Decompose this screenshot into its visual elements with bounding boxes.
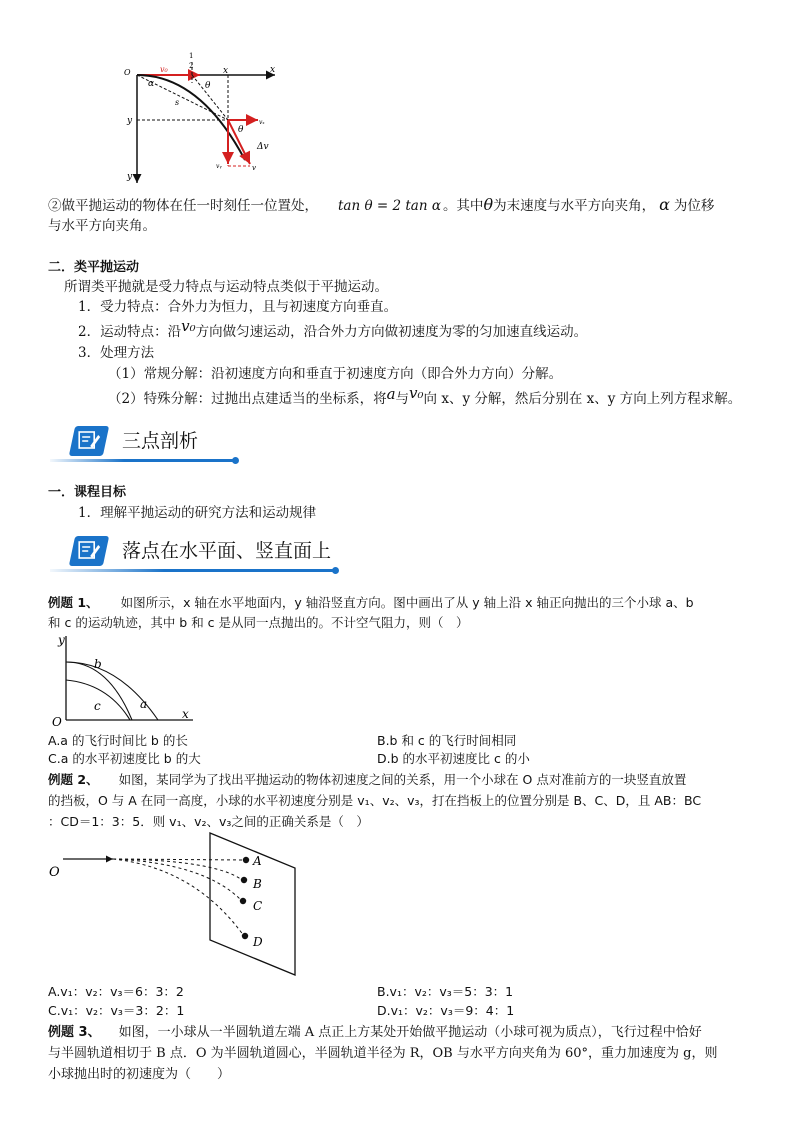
notebook-pencil-icon [69, 536, 109, 566]
example-3-question-2: 与半圆轨道相切于 B 点．O 为半圆轨道圆心，半圆轨道半径为 R，OB 与水平方向夹角为 60°，重力加速度为 g，则 [48, 1046, 718, 1061]
svg-text:s: s [175, 98, 180, 107]
notebook-pencil-icon [69, 426, 109, 456]
banner-title: 三点剖析 [122, 430, 199, 452]
example-2-question-2: 的挡板，O 与 A 在同一高度，小球的水平初速度分别是 v₁、v₂、v₃，打在挡板上的位置分别是 B、C、D，且 AB：BC [48, 793, 702, 808]
svg-text:vᵧ: vᵧ [216, 163, 222, 170]
svg-text:1: 1 [189, 52, 194, 60]
svg-text:α: α [148, 79, 155, 89]
svg-text:v₀: v₀ [160, 65, 168, 74]
svg-text:v: v [252, 164, 256, 172]
svg-text:D: D [253, 935, 263, 949]
projectile-decomposition-figure [110, 48, 290, 188]
svg-text:x: x [223, 66, 229, 76]
svg-text:b: b [94, 657, 102, 671]
example-1-option-a[interactable]: A.a 的飞行时间比 b 的长 [48, 733, 188, 748]
svg-text:y: y [58, 633, 65, 647]
svg-text:O: O [124, 68, 131, 77]
example-1-option-b[interactable]: B.b 和 c 的飞行时间相同 [377, 733, 517, 748]
svg-text:A: A [253, 854, 262, 868]
svg-text:θ: θ [238, 125, 244, 135]
example-2-option-a[interactable]: A.v₁：v₂：v₃＝6：3：2 [48, 984, 184, 999]
quasi-intro: 所谓类平抛就是受力特点与运动特点类似于平抛运动。 [64, 279, 388, 295]
banner-title: 落点在水平面、竖直面上 [122, 540, 332, 562]
example-1-option-c[interactable]: C.a 的水平初速度比 b 的大 [48, 751, 201, 766]
example-2-question-3: ：CD＝1：3：5．则 v₁、v₂、v₃之间的正确关系是（ ） [48, 814, 369, 829]
svg-text:y: y [127, 116, 133, 126]
tan-relation-line-2: 与水平方向夹角。 [48, 218, 156, 234]
trajectories-abc-figure [48, 632, 198, 728]
example-2-option-c[interactable]: C.v₁：v₂：v₃＝3：2：1 [48, 1003, 185, 1018]
quasi-method-1: （1）常规分解：沿初速度方向和垂直于初速度方向（即合外力方向）分解。 [108, 366, 563, 382]
svg-text:Δv: Δv [257, 142, 269, 152]
example-1-question-2: 和 c 的运动轨迹，其中 b 和 c 是从同一点抛出的。不计空气阻力，则（ ） [48, 615, 469, 630]
svg-text:y: y [127, 172, 133, 182]
section-banner-landing-point [50, 532, 335, 576]
svg-text:C: C [253, 899, 263, 913]
quasi-item-3: 3．处理方法 [78, 345, 155, 361]
svg-text:x: x [270, 65, 276, 75]
quasi-method-2: （2）特殊分解：过抛出点建适当的坐标系，将a与v₀向 x、y 分解，然后分别在 x、y 方向上列方程求解。 [108, 384, 742, 407]
svg-text:B: B [253, 877, 262, 891]
example-2-option-b[interactable]: B.v₁：v₂：v₃＝5：3：1 [377, 984, 514, 999]
svg-text:2: 2 [189, 62, 194, 70]
svg-text:vₓ: vₓ [259, 119, 265, 126]
section-banner-analysis [50, 422, 235, 466]
quasi-item-2: 2．运动特点：沿v₀方向做匀速运动，沿合外力方向做初速度为零的匀加速直线运动。 [78, 317, 588, 340]
svg-text:θ: θ [205, 81, 211, 91]
svg-text:c: c [94, 699, 101, 713]
course-goal-heading: 一．课程目标 [48, 485, 127, 500]
example-3-question-3: 小球抛出时的初速度为（ ） [48, 1067, 231, 1082]
svg-text:O: O [49, 865, 60, 880]
svg-text:x: x [182, 707, 189, 721]
svg-text:a: a [140, 697, 148, 711]
example-2-option-d[interactable]: D.v₁：v₂：v₃＝9：4：1 [377, 1003, 515, 1018]
example-1-question: 例题 1、 如图所示，x 轴在水平地面内，y 轴沿竖直方向。图中画出了从 y 轴上沿 x 轴正向抛出的三个小球 a、b [48, 595, 694, 610]
tan-relation-line: ②做平抛运动的物体在任一时刻任一位置处， tan θ = 2 tan α 。其中θ为末速度与水平方向夹角， α 为位移 [48, 195, 715, 214]
example-2-question: 例题 2、 如图，某同学为了找出平抛运动的物体初速度之间的关系，用一个小球在 O 点对准前方的一块竖直放置 [48, 772, 687, 787]
course-goal-item-1: 1．理解平抛运动的研究方法和运动规律 [78, 505, 317, 521]
example-1-option-d[interactable]: D.b 的水平初速度比 c 的小 [377, 751, 530, 766]
board-impact-figure [45, 828, 315, 978]
quasi-item-1: 1．受力特点：合外力为恒力，且与初速度方向垂直。 [78, 299, 398, 315]
svg-text:O: O [52, 715, 62, 728]
example-3-question: 例题 3、 如图，一小球从一半圆轨道左端 A 点正上方某处开始做平抛运动（小球可视为质点），飞行过程中恰好 [48, 1025, 702, 1040]
section-heading-quasi-projectile: 二．类平抛运动 [48, 260, 140, 275]
